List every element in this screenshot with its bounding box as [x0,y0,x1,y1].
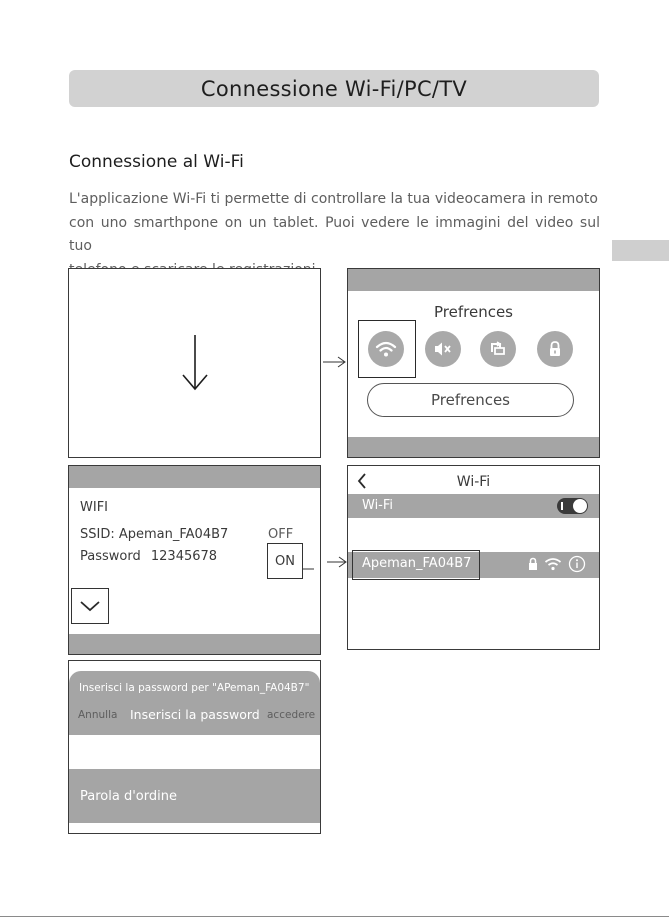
page-title: Connessione Wi-Fi/PC/TV [200,76,468,101]
section-heading: Connessione al Wi-Fi [69,152,244,172]
toggle-on-mark [561,502,563,510]
wifi-signal-icon [544,557,562,571]
bottom-strip [348,437,599,457]
bottom-strip [69,634,320,654]
ssid-text: SSID: Apeman_FA04B7 [80,527,229,542]
chevron-down-button[interactable] [71,588,109,624]
intro-line: L'applicazione Wi-Fi ti permette di controllare la tua videocamera in remoto [69,191,598,207]
footer-divider [0,916,669,917]
password-dialog [69,671,320,735]
wifi-toggle-switch[interactable] [557,498,588,514]
rotate-icon[interactable] [480,331,516,367]
on-option[interactable]: ON [267,543,303,579]
lock-icon [527,557,539,571]
arrow-down-icon [181,333,209,393]
connector-arrow-icon [322,355,348,369]
lock-icon[interactable] [537,331,573,367]
top-strip [348,269,599,291]
preferences-title: Prefrences [434,303,513,321]
chevron-down-icon [79,599,101,613]
password-value: 12345678 [150,549,218,564]
mute-icon[interactable] [425,331,461,367]
off-option[interactable]: OFF [268,527,294,542]
confirm-button[interactable]: accedere [267,709,316,721]
connector-arrow-icon [302,555,348,571]
phone-wifi-screen [347,465,600,650]
wifi-toggle-label: Wi-Fi [362,498,394,513]
swipe-down-screen [68,268,321,458]
wifi-info-screen [68,465,321,655]
password-row [80,549,217,564]
intro-line: con uno smarthpone on un tablet. Puoi vedere le immagini del video sul tuo [69,214,600,254]
top-strip [69,466,320,488]
password-dialog-screen [68,660,321,834]
phone-wifi-title: Wi-Fi [456,474,491,490]
cancel-button[interactable]: Annulla [78,709,118,721]
toggle-knob [573,499,587,513]
preferences-screen [347,268,600,458]
password-label: Password [80,549,141,564]
info-icon[interactable] [568,555,586,573]
password-field-label: Parola d'ordine [80,789,177,804]
network-name: Apeman_FA04B7 [362,556,472,571]
side-tab-marker [612,240,669,261]
password-prompt: Inserisci la password per "APeman_FA04B7" [79,682,310,694]
wifi-title: WIFI [80,500,108,515]
wifi-icon[interactable] [368,331,404,367]
page-title-bar [69,70,599,107]
password-dialog-title: Inserisci la password [130,707,260,722]
preferences-button[interactable]: Prefrences [367,383,574,417]
